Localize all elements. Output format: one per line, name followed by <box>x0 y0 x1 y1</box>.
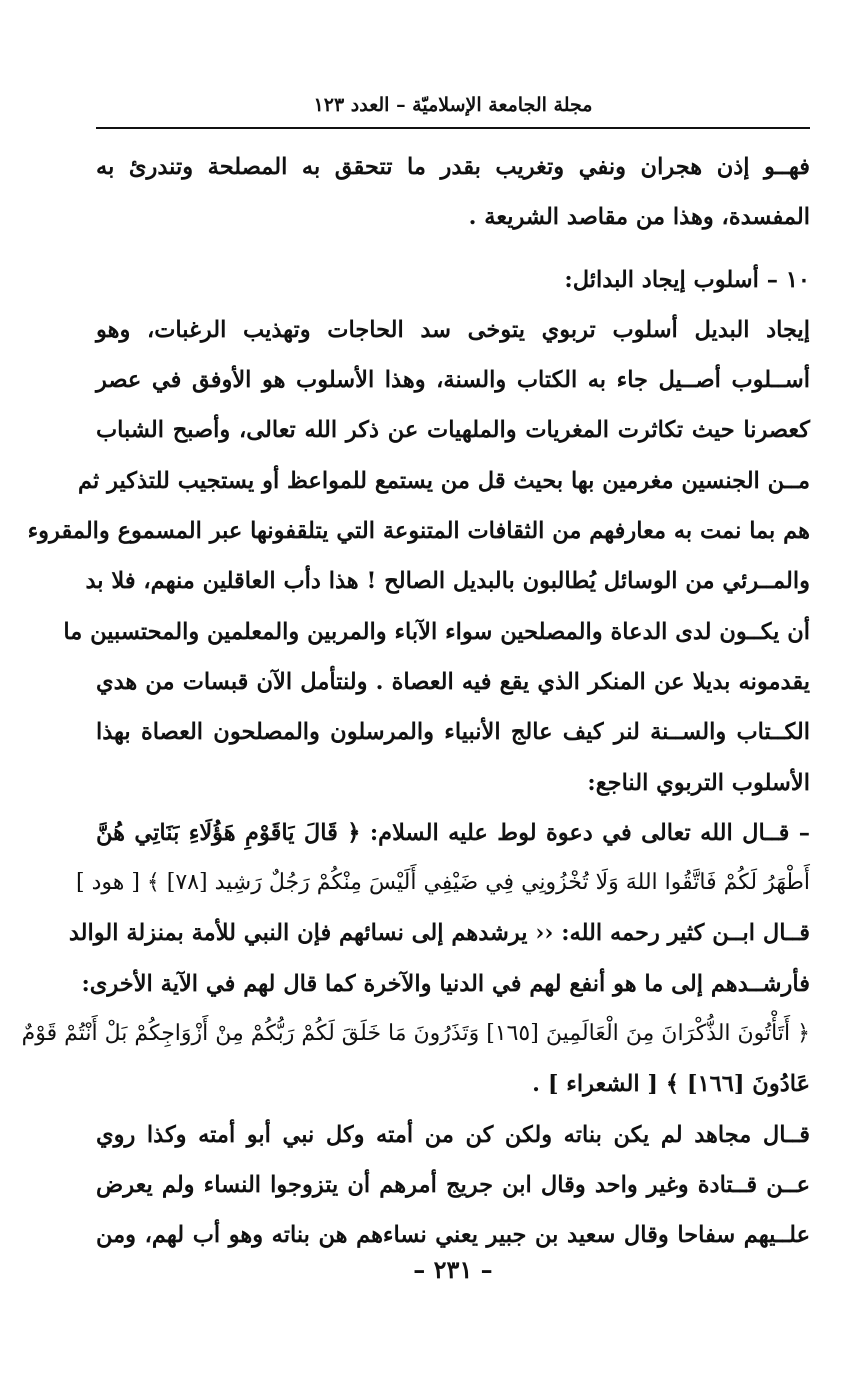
text-line: الأسلوب التربوي الناجع: <box>587 769 810 796</box>
text-line: هم بما نمت به معارفهم من الثقافات المتنوعة التي يتلقفونها عبر المسموع والمقروء <box>27 518 810 545</box>
text-line: عــن قــتادة وغير واحد وقال ابن جريج أمرهم أن يتزوجوا النساء ولم يعرض <box>96 1171 810 1198</box>
text-line: يقدمونه بديلا عن المنكر الذي يقع فيه العصاة . ولنتأمل الآن قبسات من هدي <box>96 668 810 695</box>
page-number: – ٢٣١ – <box>413 1255 493 1284</box>
text-line: إيجاد البديل أسلوب تربوي يتوخى سد الحاجات وتهذيب الرغبات، وهو <box>96 316 810 343</box>
text-line: فهــو إذن هجران ونفي وتغريب بقدر ما تتحقق به المصلحة وتندرئ به <box>96 154 810 180</box>
text-line: والمــرئي من الوسائل يُطالبون بالبديل الصالح ! هذا دأب العاقلين منهم، فلا بد <box>85 568 810 595</box>
header-rule <box>96 127 810 129</box>
quran-verse-line: ﴿ أَتَأْتُونَ الذُّكْرَانَ مِنَ الْعَالَمِينَ [١٦٥] وَتَذَرُونَ مَا خَلَقَ لَكُمْ رَبُّكُمْ مِنْ أَزْوَاجِكُمْ بَلْ أَنْتُمْ قَوْمٌ <box>21 1021 810 1047</box>
quran-verse-line: عَادُونَ [١٦٦] ﴾ [ الشعراء ] . <box>532 1071 810 1098</box>
running-header: مجلة الجامعة الإسلاميّة – العدد ١٢٣ <box>313 94 593 116</box>
text-line: فأرشــدهم إلى ما هو أنفع لهم في الدنيا والآخرة كما قال لهم في الآية الأخرى: <box>81 970 810 997</box>
article-body <box>21 142 810 1261</box>
text-line: الكــتاب والســنة لنر كيف عالج الأنبياء والمرسلون والمصلحون العصاة بهذا <box>96 719 810 746</box>
text-line: أســلوب أصــيل جاء به الكتاب والسنة، وهذا الأسلوب هو الأوفق في عصر <box>96 367 810 394</box>
text-line: علــيهم سفاحا وقال سعيد بن جبير يعني نساءهم هن بناته وهو أب لهم، ومن <box>96 1222 810 1249</box>
quran-verse-line: أَطْهَرُ لَكُمْ فَاتَّقُوا اللهَ وَلَا تُخْزُونِي فِي ضَيْفِي أَلَيْسَ مِنْكُمْ رَجُلٌ رَشِيد [٧٨] ﴾ [ هود ] <box>76 870 810 896</box>
section-heading: ١٠ – أسلوب إيجاد البدائل: <box>564 266 810 293</box>
text-line: – قــال الله تعالى في دعوة لوط عليه السلام: ﴿ قَالَ يَاقَوْمِ هَؤُلَاءِ بَنَاتِي هُنَّ <box>96 819 810 846</box>
text-line: كعصرنا حيث تكاثرت المغريات والملهيات عن ذكر الله تعالى، وأصبح الشباب <box>96 417 810 444</box>
text-line: المفسدة، وهذا من مقاصد الشريعة . <box>468 204 810 231</box>
text-line: قــال ابــن كثير رحمه الله: ‹‹ يرشدهم إلى نسائهم فإن النبي للأمة بمنزلة الوالد <box>68 920 810 947</box>
text-line: أن يكــون لدى الدعاة والمصلحين سواء الآباء والمربين والمعلمين والمحتسبين ما <box>63 618 810 645</box>
text-line: مــن الجنسين مغرمين بها بحيث قل من يستمع للمواعظ أو يستجيب للتذكير ثم <box>78 467 810 494</box>
text-line: قــال مجاهد لم يكن بناته ولكن كن من أمته وكل نبي أبو أمته وكذا روي <box>96 1121 810 1148</box>
